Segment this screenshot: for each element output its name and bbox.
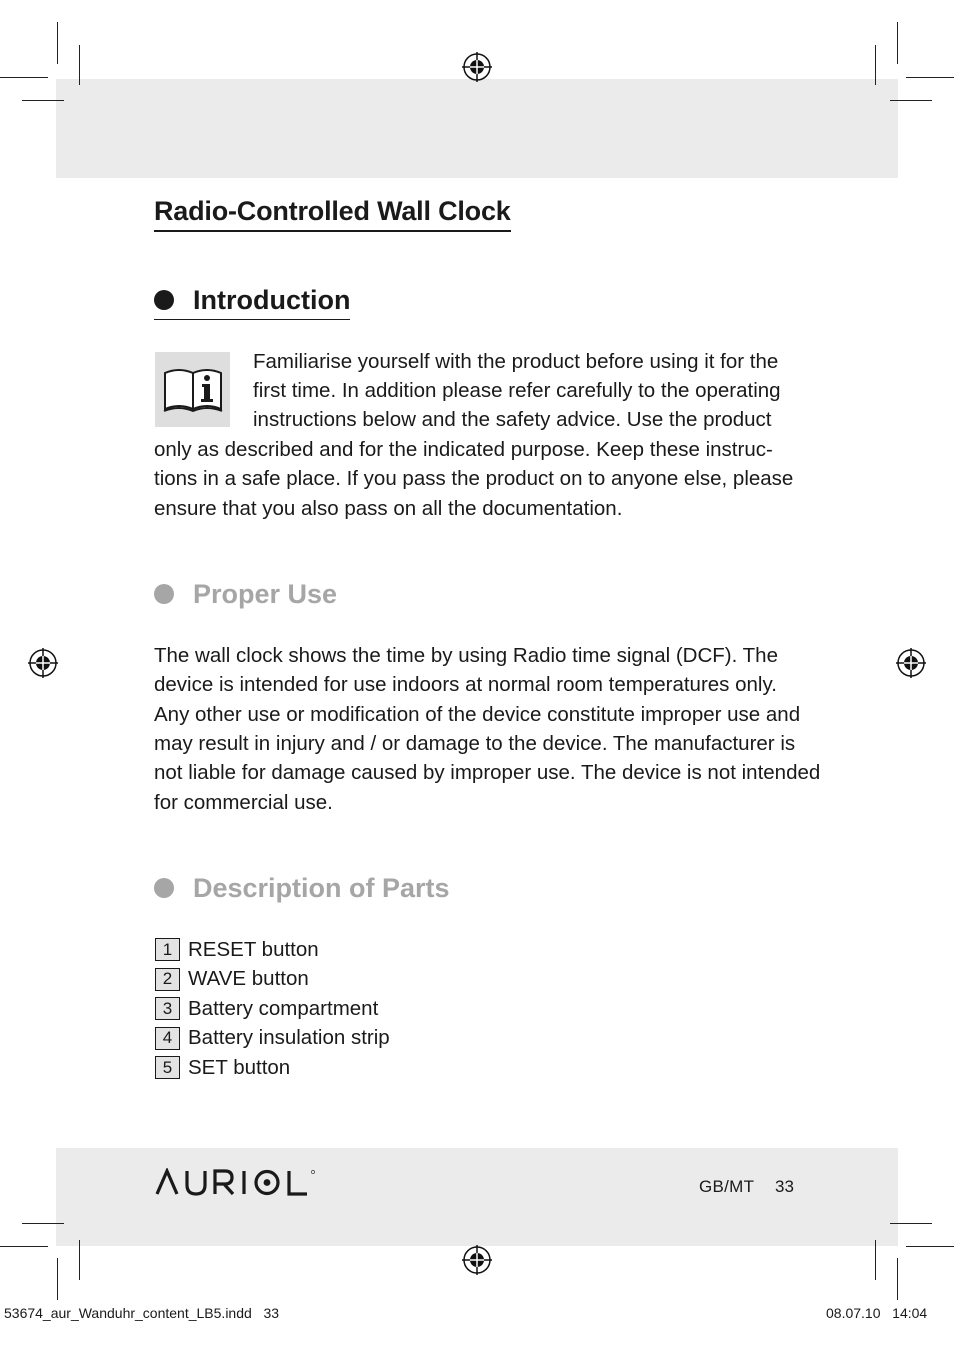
registration-mark-icon: [896, 648, 926, 678]
part-number-box: 1: [155, 938, 180, 961]
registration-mark-icon: [462, 1245, 492, 1275]
intro-text-line: Familiarise yourself with the product before using it for the: [253, 350, 779, 373]
intro-text-line: instructions below and the safety advice. Use the product: [253, 408, 772, 431]
proper-use-text-line: for commercial use.: [154, 791, 333, 814]
header-band: [56, 79, 898, 178]
registration-mark-icon: [462, 52, 492, 82]
auriol-logo: [155, 1168, 331, 1198]
intro-text-line: only as described and for the indicated purpose. Keep these instruc-: [154, 438, 773, 461]
section-title: Description of Parts: [193, 873, 450, 903]
crop-mark: [906, 1246, 954, 1247]
crop-mark: [22, 1223, 64, 1224]
proper-use-text-line: device is intended for use indoors at normal room temperatures only.: [154, 673, 777, 696]
part-label: Battery insulation strip: [188, 1026, 390, 1050]
list-item: [155, 994, 390, 1024]
section-title: Introduction: [193, 285, 351, 315]
crop-mark: [890, 100, 932, 101]
part-label: SET button: [188, 1055, 291, 1079]
page-title: Radio-Controlled Wall Clock: [154, 195, 511, 232]
crop-mark: [0, 1246, 48, 1247]
crop-mark: [897, 22, 898, 64]
intro-text-line: ensure that you also pass on all the documentation.: [154, 497, 623, 520]
parts-list: [155, 935, 390, 1083]
proper-use-text-line: Any other use or modification of the device constitute improper use and: [154, 703, 801, 726]
crop-mark: [890, 1223, 932, 1224]
registration-mark-icon: [28, 648, 58, 678]
crop-mark: [897, 1258, 898, 1300]
part-label: RESET button: [188, 937, 319, 961]
crop-mark: [57, 1258, 58, 1300]
section-heading-proper-use: [154, 577, 337, 611]
proper-use-text-line: The wall clock shows the time by using Radio time signal (DCF). The: [154, 644, 778, 667]
section-title: Proper Use: [193, 579, 338, 609]
file-info: 53674_aur_Wanduhr_content_LB5.indd 33: [4, 1305, 280, 1321]
page-number: 33: [775, 1177, 794, 1196]
crop-mark: [79, 1240, 80, 1280]
proper-use-text-line: not liable for damage caused by improper use. The device is not intended: [154, 761, 821, 784]
crop-mark: [79, 45, 80, 85]
bullet-icon: [154, 878, 174, 898]
crop-mark: [906, 77, 954, 78]
list-item: [155, 935, 390, 965]
crop-mark: [0, 77, 48, 78]
date-info: 08.07.10 14:04: [826, 1305, 928, 1321]
list-item: [155, 965, 390, 995]
part-number-box: 5: [155, 1056, 180, 1079]
section-heading-description-of-parts: [154, 871, 450, 905]
bullet-icon: [154, 290, 174, 310]
crop-mark: [57, 22, 58, 64]
intro-text-line: first time. In addition please refer carefully to the operating: [253, 379, 781, 402]
part-number-box: 3: [155, 997, 180, 1020]
proper-use-text-line: may result in injury and / or damage to the device. The manufacturer is: [154, 732, 796, 755]
part-number-box: 2: [155, 968, 180, 991]
bullet-icon: [154, 584, 174, 604]
page-label: GB/MT: [699, 1177, 755, 1196]
part-label: WAVE button: [188, 967, 309, 991]
intro-text-line: tions in a safe place. If you pass the product on to anyone else, please: [154, 467, 794, 490]
crop-mark: [875, 1240, 876, 1280]
part-number-box: 4: [155, 1027, 180, 1050]
part-label: Battery compartment: [188, 996, 379, 1020]
crop-mark: [22, 100, 64, 101]
list-item: [155, 1053, 390, 1083]
list-item: [155, 1024, 390, 1054]
section-heading-introduction: [154, 283, 350, 320]
crop-mark: [875, 45, 876, 85]
info-book-icon: [155, 352, 230, 427]
